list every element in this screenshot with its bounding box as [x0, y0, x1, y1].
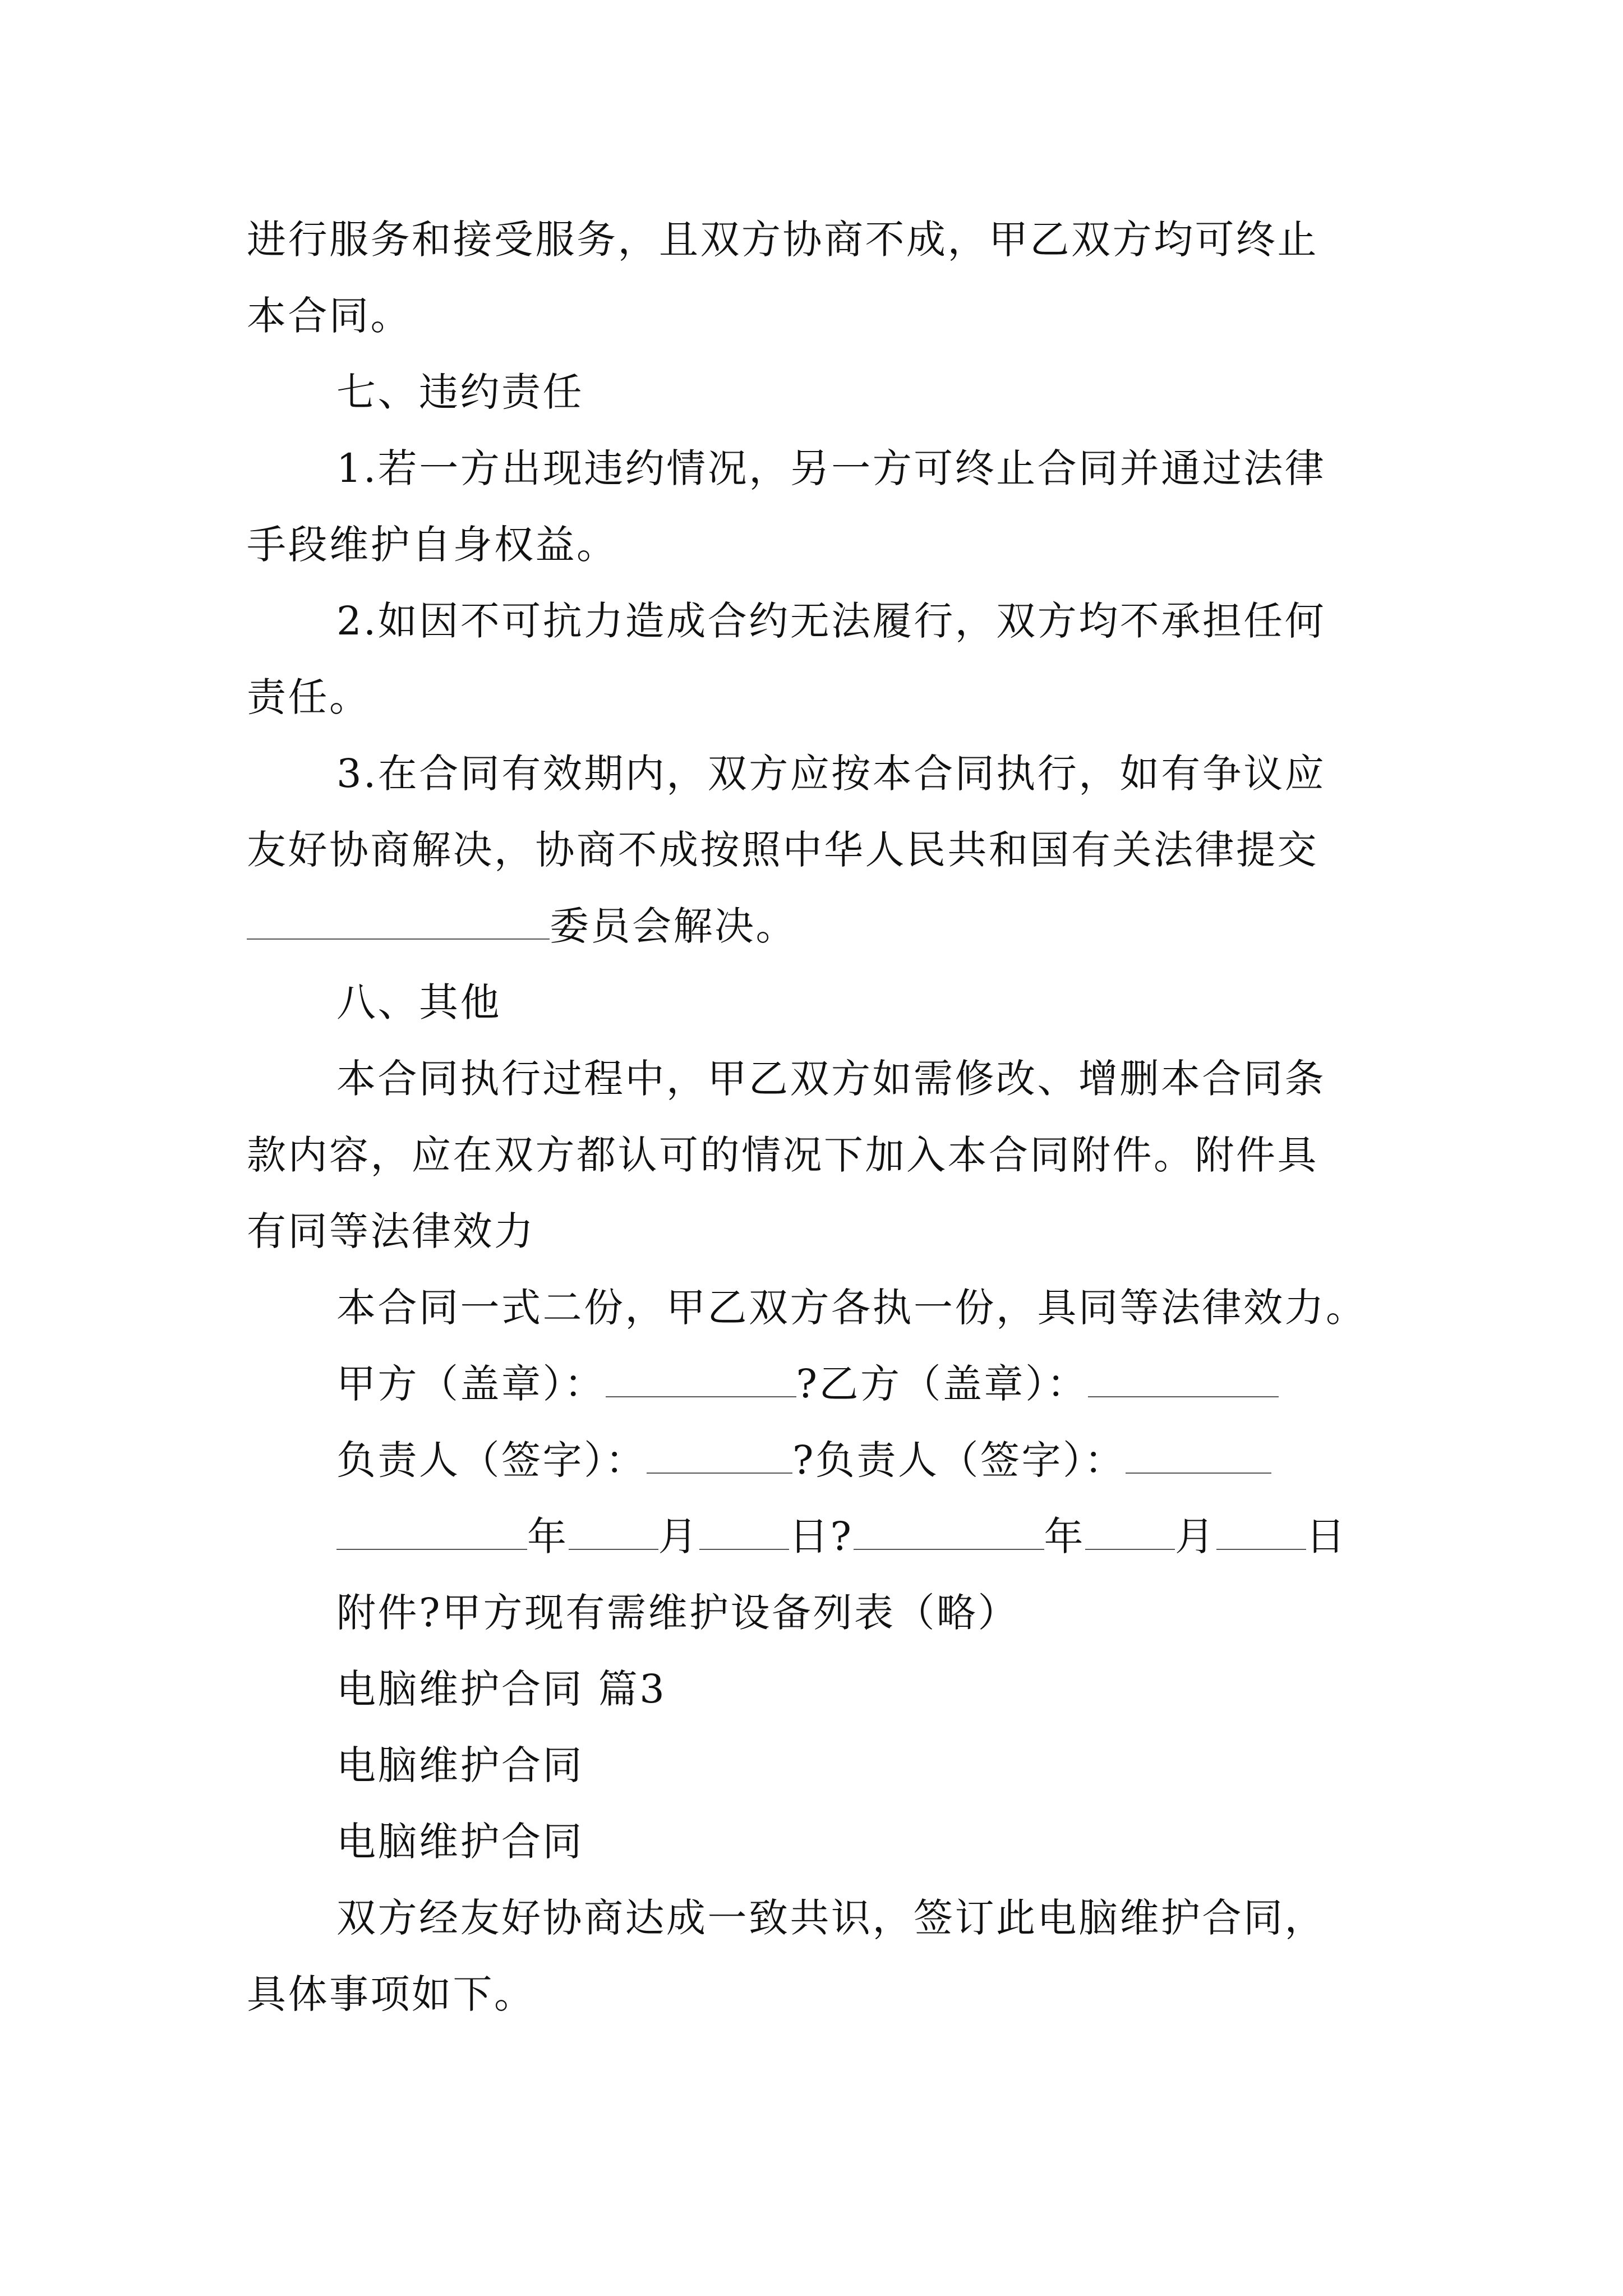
- blank-party-b-signer: [1126, 1433, 1271, 1474]
- paragraph-line: 1.若一方出现违约情况，另一方可终止合同并通过法律: [336, 445, 1326, 491]
- paragraph-line: 2.如因不可抗力造成合约无法履行，双方均不承担任何: [336, 598, 1326, 644]
- blank-committee-name: [247, 899, 550, 940]
- section-heading: 八、其他: [336, 979, 501, 1025]
- paragraph-line: 本合同执行过程中，甲乙双方如需修改、增删本合同条: [336, 1056, 1326, 1102]
- party-b-stamp-label: ?乙方（盖章）：: [796, 1361, 1089, 1407]
- document-title: 电脑维护合同: [336, 1742, 584, 1788]
- paragraph-line: 友好协商解决，协商不成按照中华人民共和国有关法律提交: [247, 827, 1318, 873]
- blank-party-a-stamp: [606, 1357, 796, 1397]
- attachment-line: 附件?甲方现有需维护设备列表（略）: [336, 1590, 1020, 1636]
- blank-year-b: [854, 1510, 1044, 1550]
- document-title: 电脑维护合同: [336, 1819, 584, 1865]
- paragraph-line: 责任。: [247, 674, 371, 720]
- signature-line-stamp: [336, 1353, 1279, 1415]
- blank-year-a: [336, 1510, 527, 1550]
- blank-month-b: [1085, 1510, 1175, 1550]
- paragraph-line: 3.在合同有效期内，双方应按本合同执行，如有争议应: [336, 751, 1326, 797]
- paragraph-line: 进行服务和接受服务，且双方协商不成，甲乙双方均可终止: [247, 217, 1318, 263]
- year-label: 年: [1044, 1513, 1086, 1559]
- paragraph-line: 款内容，应在双方都认可的情况下加入本合同附件。附件具: [247, 1132, 1318, 1178]
- year-label: 年: [527, 1513, 569, 1559]
- blank-month-a: [569, 1510, 658, 1550]
- paragraph-line: 具体事项如下。: [247, 1971, 536, 2017]
- blank-party-b-stamp: [1088, 1357, 1279, 1397]
- party-a-stamp-label: 甲方（盖章）：: [336, 1361, 606, 1407]
- paragraph-line: 本合同。: [247, 293, 412, 339]
- signature-line-sign: [336, 1429, 1271, 1491]
- party-a-signer-label: 负责人（签字）：: [336, 1437, 647, 1483]
- section-heading: 七、违约责任: [336, 369, 584, 415]
- blank-day-b: [1216, 1510, 1306, 1550]
- paragraph-line: 有同等法律效力: [247, 1208, 536, 1254]
- blank-party-a-signer: [647, 1433, 792, 1474]
- day-label: 日?: [789, 1513, 854, 1559]
- month-label: 月: [1175, 1513, 1216, 1559]
- paragraph-text: 委员会解决。: [550, 903, 797, 949]
- paragraph-line: 本合同一式二份，甲乙双方各执一份，具同等法律效力。: [336, 1285, 1367, 1331]
- document-title: 电脑维护合同 篇3: [336, 1666, 667, 1712]
- paragraph-line: 手段维护自身权益。: [247, 522, 618, 568]
- month-label: 月: [658, 1513, 699, 1559]
- date-line: [336, 1506, 1347, 1567]
- party-b-signer-label: ?负责人（签字）：: [792, 1437, 1126, 1483]
- paragraph-line: [247, 895, 797, 957]
- blank-day-a: [699, 1510, 789, 1550]
- paragraph-line: 双方经友好协商达成一致共识，签订此电脑维护合同，: [336, 1895, 1326, 1941]
- day-label: 日: [1306, 1513, 1348, 1559]
